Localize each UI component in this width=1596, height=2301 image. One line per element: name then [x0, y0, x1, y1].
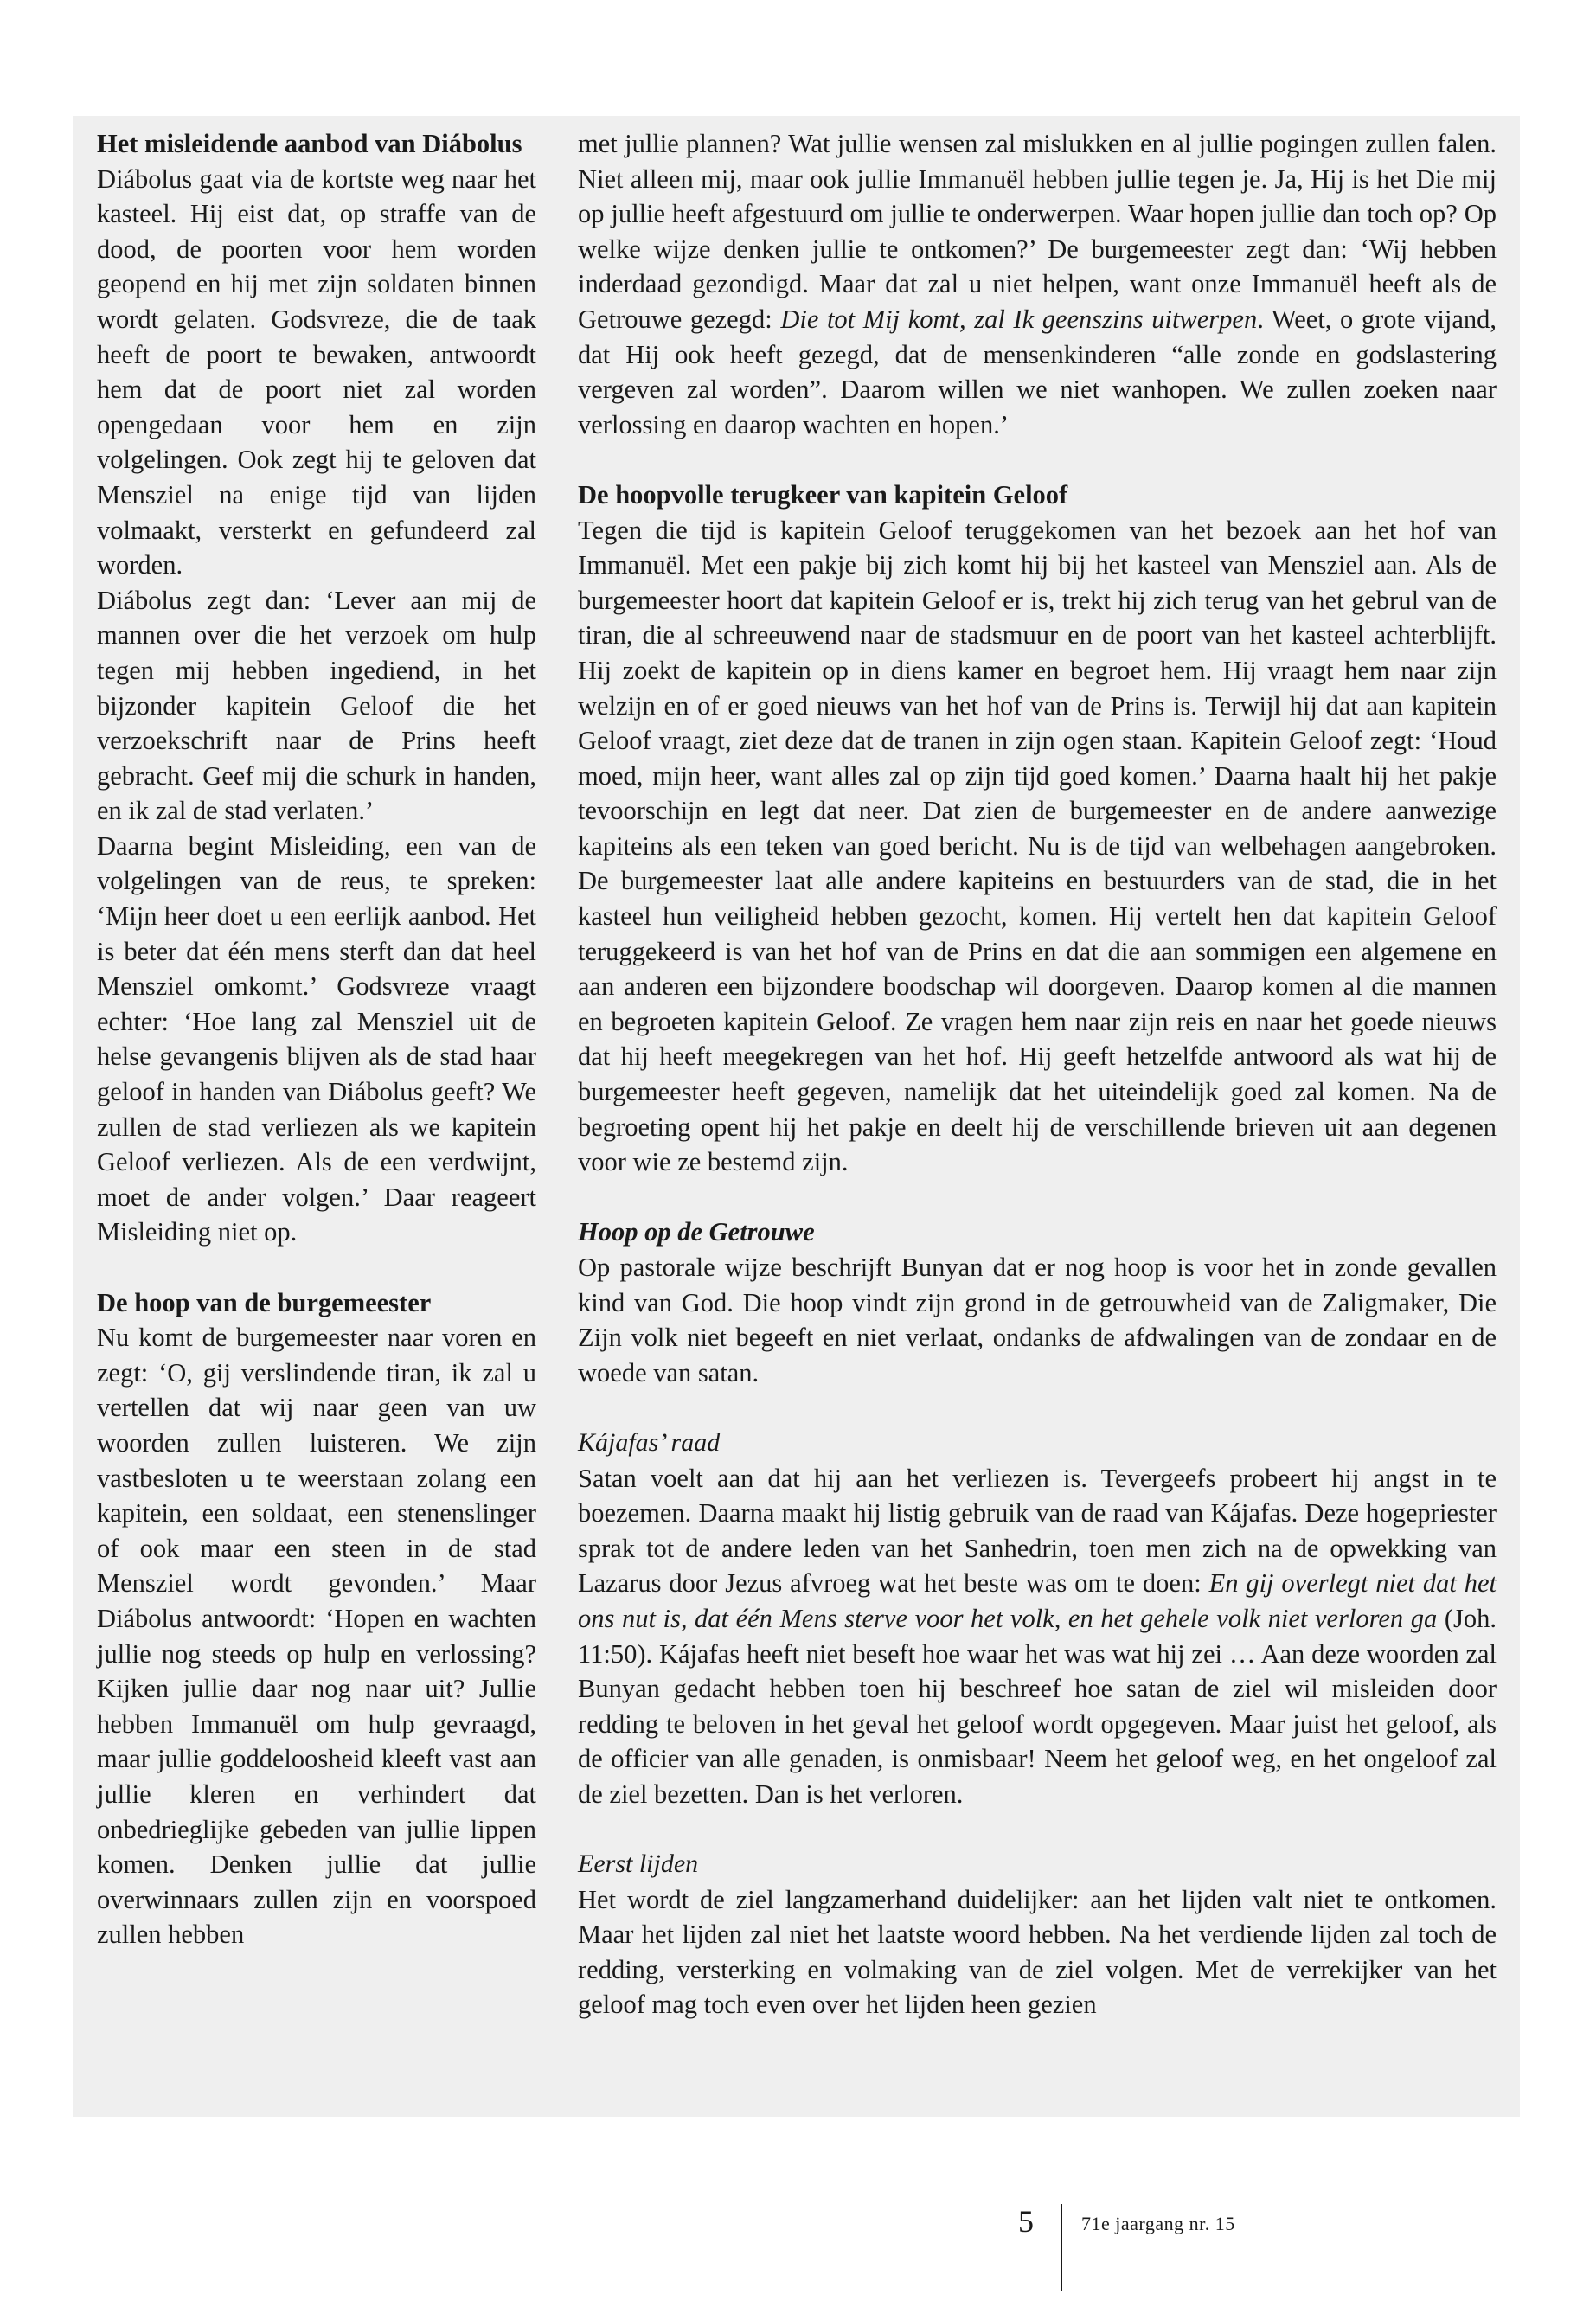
- paragraph: Diábolus gaat via de kortste weg naar het kasteel. Hij eist dat, op straffe van de dood, de poorten voor hem worden geopend en hij met zijn soldaten binnen wordt gelaten. Godsvreze, die de taak heeft de poort te bewaken, antwoordt hem dat de poort niet zal worden opengedaan voor hem en zijn volgelingen. Ook zegt hij te geloven dat Mensziel na enige tijd van lijden volmaakt, versterkt en gefundeerd zal worden.: [97, 163, 536, 580]
- subheading-kajafas-raad: Kájafas’ raad: [578, 1427, 721, 1457]
- section-heading-hoop-burgemeester: De hoop van de burgemeester: [97, 1287, 432, 1317]
- section-heading-hoop-getrouwe: Hoop op de Getrouwe: [578, 1217, 815, 1247]
- paragraph-gap: [97, 1250, 536, 1285]
- paragraph-continued: [578, 126, 1497, 442]
- paragraph-gap: [578, 442, 1497, 478]
- scripture-quote: Die tot Mij komt, zal Ik geenszins uitwerpen: [780, 304, 1258, 334]
- paragraph: Tegen die tijd is kapitein Geloof teruggekomen van het bezoek aan het hof van Immanuël. Met een pakje bij zich komt hij bij het kasteel van Mensziel aan. Als de burgemeester hoort dat kapitein Geloof er is, trekt hij zich terug van het gebrul van de tiran, die al schreeuwend naar de stadsmuur en de poort van het kasteel achterblijft. Hij zoekt de kapitein op in diens kamer en begroet hem. Hij vraagt hem naar zijn welzijn en of er goed nieuws van het hof van de Prins is. Terwijl hij dat aan kapitein Geloof vraagt, ziet deze dat de tranen in zijn ogen staan. Kapitein Geloof zegt: ‘Houd moed, mijn heer, want alles zal op zijn tijd goed komen.’ Daarna haalt hij het pakje tevoorschijn en legt dat neer. Dat zien de burgemeester en de andere aanwezige kapiteins als een teken van goed bericht. Nu is de tijd van welbehagen aangebroken. De burgemeester laat alle andere kapiteins en bestuurders van de stad, die in het kasteel hun veiligheid hebben gezocht, komen. Hij vertelt hen dat kapitein Geloof teruggekeerd is van het hof van de Prins en dat die aan sommigen een algemene en aan anderen een bijzondere boodschap wil doorgeven. Daarop komen al die mannen en begroeten kapitein Geloof. Ze vragen hem naar zijn reis en naar het goede nieuws dat hij heeft meegekregen van het hof. Hij geeft hetzelfde antwoord als wat hij de burgemeester heeft gegeven, namelijk dat het uiteindelijk goed zal komen. Na de begroeting opent hij het pakje en deelt hij de verschillende brieven uit aan degenen voor wie ze bestemd zijn.: [578, 515, 1497, 1177]
- right-column: [578, 126, 1497, 2022]
- paragraph: Daarna begint Misleiding, een van de volgelingen van de reus, te spreken: ‘Mijn heer doet u een eerlijk aanbod. Het is beter dat één mens sterft dan dat heel Mensziel omkomt.’ Godsvreze vraagt echter: ‘Hoe lang zal Mensziel uit de helse gevangenis blijven als de stad haar geloof in handen van Diábolus geeft? We zullen de stad verliezen als we kapitein Geloof verliezen. Als de een verdwijnt, moet de ander volgen.’ Daar reageert Misleiding niet op.: [97, 830, 536, 1247]
- subheading-eerst-lijden: Eerst lijden: [578, 1849, 699, 1879]
- left-column: [97, 126, 536, 1952]
- text-run: . Weet, o grote vijand, dat Hij ook heeft gezegd, dat de mensenkinderen “alle zonde en godslastering vergeven zal worden”. Daarom willen we niet wanhopen. We zullen zoeken naar verlossing en daarop wachten en hopen.’: [578, 304, 1497, 439]
- section-heading-misleidende-aanbod: Het misleidende aanbod van Diábolus: [97, 129, 522, 158]
- text-run: (Joh. 11:50). Kájafas heeft niet beseft hoe waar het was wat hij zei … Aan deze woorden zal Bunyan gedacht hebben toen hij beschreef hoe satan de ziel wil misleiden door redding te beloven in het geval het geloof wordt opgegeven. Maar juist het geloof, als de officier van alle genaden, is onmisbaar! Neem het geloof weg, en het ongeloof zal de ziel bezetten. Dan is het verloren.: [578, 1603, 1497, 1809]
- paragraph: Het wordt de ziel langzamerhand duidelijker: aan het lijden valt niet te ontkomen. Maar het lijden zal niet het laatste woord hebben. Na het verdiende lijden zal toch de redding, versterking en volmaking van de ziel volgen. Met de verrekijker van het geloof mag toch even over het lijden heen gezien: [578, 1884, 1497, 2020]
- footer-divider: [1061, 2204, 1062, 2291]
- text-run: met jullie plannen? Wat jullie wensen zal mislukken en al jullie pogingen zullen falen. Niet alleen mij, maar ook jullie Immanuël hebben jullie tegen je. Ja, Hij is het Die mij op jullie heeft afgestuurd om jullie te onderwerpen. Waar hopen jullie dan toch op? Op welke wijze denken jullie te ontkomen?’ De burgemeester zegt dan: ‘Wij hebben inderdaad gezondigd. Maar dat zal u niet helpen, want onze Immanuël heeft als de Getrouwe gezegd:: [578, 129, 1497, 334]
- paragraph: Op pastorale wijze beschrijft Bunyan dat er nog hoop is voor het in zonde gevallen kind van God. Die hoop vindt zijn grond in de getrouwheid van de Zaligmaker, Die Zijn volk niet begeeft en niet verlaat, ondanks de afdwalingen van de zondaar en de woede van satan.: [578, 1253, 1497, 1388]
- text-run: Satan voelt aan dat hij aan het verliezen is. Tevergeefs probeert hij angst in te boezemen. Daarna maakt hij listig gebruik van de raad van Kájafas. Deze hogepriester sprak tot de andere leden van het Sanhedrin, toen men zich na de opwekking van Lazarus door Jezus afvroeg wat het beste was om te doen:: [578, 1463, 1497, 1599]
- scripture-quote: En gij overlegt niet dat het ons nut is, dat één Mens sterve voor het volk, en het gehele volk niet verloren ga: [578, 1568, 1497, 1633]
- page-number: 5: [1018, 2204, 1034, 2239]
- issue-label: 71e jaargang nr. 15: [1081, 2213, 1235, 2234]
- paragraph-gap: [578, 1180, 1497, 1215]
- paragraph: Diábolus zegt dan: ‘Lever aan mij de mannen over die het verzoek om hulp tegen mij hebben ingediend, in het bijzonder kapitein Geloof die het verzoekschrift naar de Prins heeft gebracht. Geef mij die schurk in handen, en ik zal de stad verlaten.’: [97, 585, 536, 826]
- paragraph-gap: [578, 1812, 1497, 1848]
- paragraph: [578, 1461, 1497, 1812]
- paragraph: Nu komt de burgemeester naar voren en zegt: ‘O, gij verslindende tiran, ik zal u vertellen dat wij naar geen van uw woorden zullen luisteren. We zijn vastbesloten u te weerstaan zolang een kapitein, een soldaat, een stenenslinger of ook maar een steen in de stad Mensziel wordt gevonden.’ Maar Diábolus antwoordt: ‘Hopen en wachten jullie nog steeds op hulp en verlossing? Kijken jullie daar nog naar uit? Jullie hebben Immanuël om hulp gevraagd, maar jullie goddeloosheid kleeft vast aan jullie kleren en verhindert dat onbedrieglijke gebeden van jullie lippen komen. Denken jullie dat jullie overwinnaars zullen zijn en voorspoed zullen hebben: [97, 1323, 536, 1950]
- section-heading-terugkeer-geloof: De hoopvolle terugkeer van kapitein Geloof: [578, 479, 1068, 510]
- paragraph-gap: [578, 1390, 1497, 1426]
